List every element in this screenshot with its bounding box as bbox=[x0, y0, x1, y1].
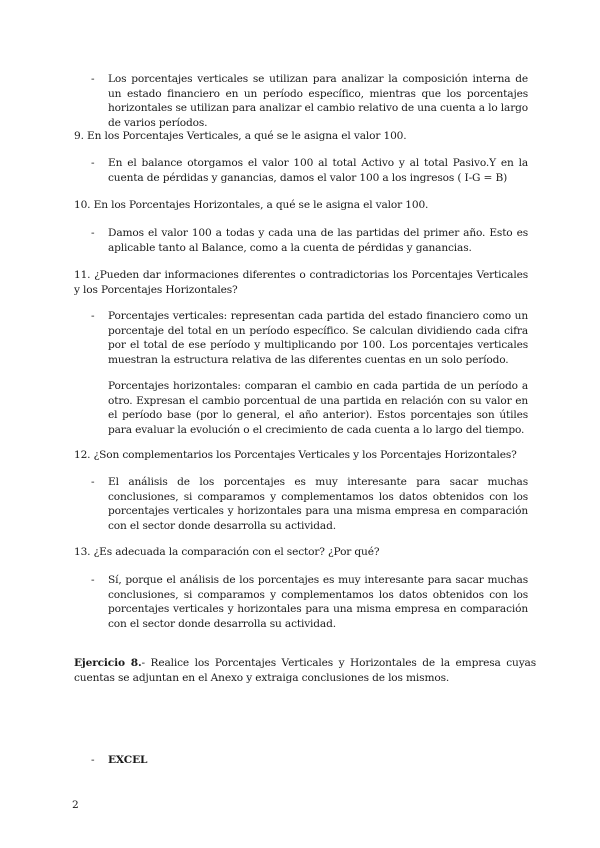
question-13: 13. ¿Es adecuada la comparación con el sector? ¿Por qué? bbox=[74, 546, 380, 558]
bullet-dash: - bbox=[91, 227, 95, 239]
bullet-dash: - bbox=[91, 310, 95, 322]
bullet-dash: - bbox=[91, 754, 95, 766]
answer-11-horizontales: Porcentajes horizontales: comparan el cambio en cada partida de un período a otro. Expresan el cambio porcentual de una partida en relación con su valor en el período base (por lo general, el año anterior). Estos porcentajes son útiles para evaluar la evolución o el crecimiento de cada cuenta a lo largo del tiempo. bbox=[108, 380, 528, 436]
bullet-dash: - bbox=[91, 574, 95, 586]
answer-9: En el balance otorgamos el valor 100 al total Activo y al total Pasivo.Y en la cuenta de pérdidas y ganancias, damos el valor 100 a los ingresos ( I-G = B) bbox=[108, 157, 528, 184]
answer-10: Damos el valor 100 a todas y cada una de las partidas del primer año. Esto es aplicable tanto al Balance, como a la cuenta de pérdidas y ganancias. bbox=[108, 227, 528, 254]
excel-item bbox=[108, 753, 147, 768]
exercise-label: Ejercicio 8. bbox=[74, 657, 142, 669]
answer-12: El análisis de los porcentajes es muy interesante para sacar muchas conclusiones, si comparamos y complementamos los datos obtenidos con los porcentajes verticales y horizontales para una misma empresa en comparación con el sector donde desarrolla su actividad. bbox=[108, 476, 528, 532]
question-12: 12. ¿Son complementarios los Porcentajes Verticales y los Porcentajes Horizontales? bbox=[74, 449, 517, 461]
excel-label: EXCEL bbox=[108, 754, 148, 766]
answer-13: Sí, porque el análisis de los porcentajes es muy interesante para sacar muchas conclusiones, si comparamos y complementamos los datos obtenidos con los porcentajes verticales y horizontales para una misma empresa en comparación con el sector donde desarrolla su actividad. bbox=[108, 574, 528, 630]
answer-text-intro: Los porcentajes verticales se utilizan para analizar la composición interna de un estado financiero en un período específico, mientras que los porcentajes horizontales se utilizan para analizar el cambio relativo de una cuenta a lo largo de varios períodos. bbox=[108, 73, 528, 129]
bullet-dash: - bbox=[91, 476, 95, 488]
bullet-dash: - bbox=[91, 73, 95, 85]
bullet-dash: - bbox=[91, 157, 95, 169]
answer-11-verticales: Porcentajes verticales: representan cada partida del estado financiero como un porcentaje del total en un período específico. Se calculan dividiendo cada cifra por el total de ese período y multiplicando por 100. Los porcentajes verticales muestran la estructura relativa de las diferentes cuentas en un solo período. bbox=[108, 310, 528, 366]
page-number: 2 bbox=[72, 799, 79, 811]
question-9: 9. En los Porcentajes Verticales, a qué se le asigna el valor 100. bbox=[74, 130, 407, 142]
question-10: 10. En los Porcentajes Horizontales, a qué se le asigna el valor 100. bbox=[74, 199, 429, 211]
exercise-8-statement bbox=[74, 656, 536, 685]
question-11: 11. ¿Pueden dar informaciones diferentes o contradictorias los Porcentajes Verticales y los Porcentajes Horizontales? bbox=[74, 269, 528, 296]
exercise-text: - Realice los Porcentajes Verticales y Horizontales de la empresa cuyas cuentas se adjuntan en el Anexo y extraiga conclusiones de los mismos. bbox=[74, 657, 536, 684]
